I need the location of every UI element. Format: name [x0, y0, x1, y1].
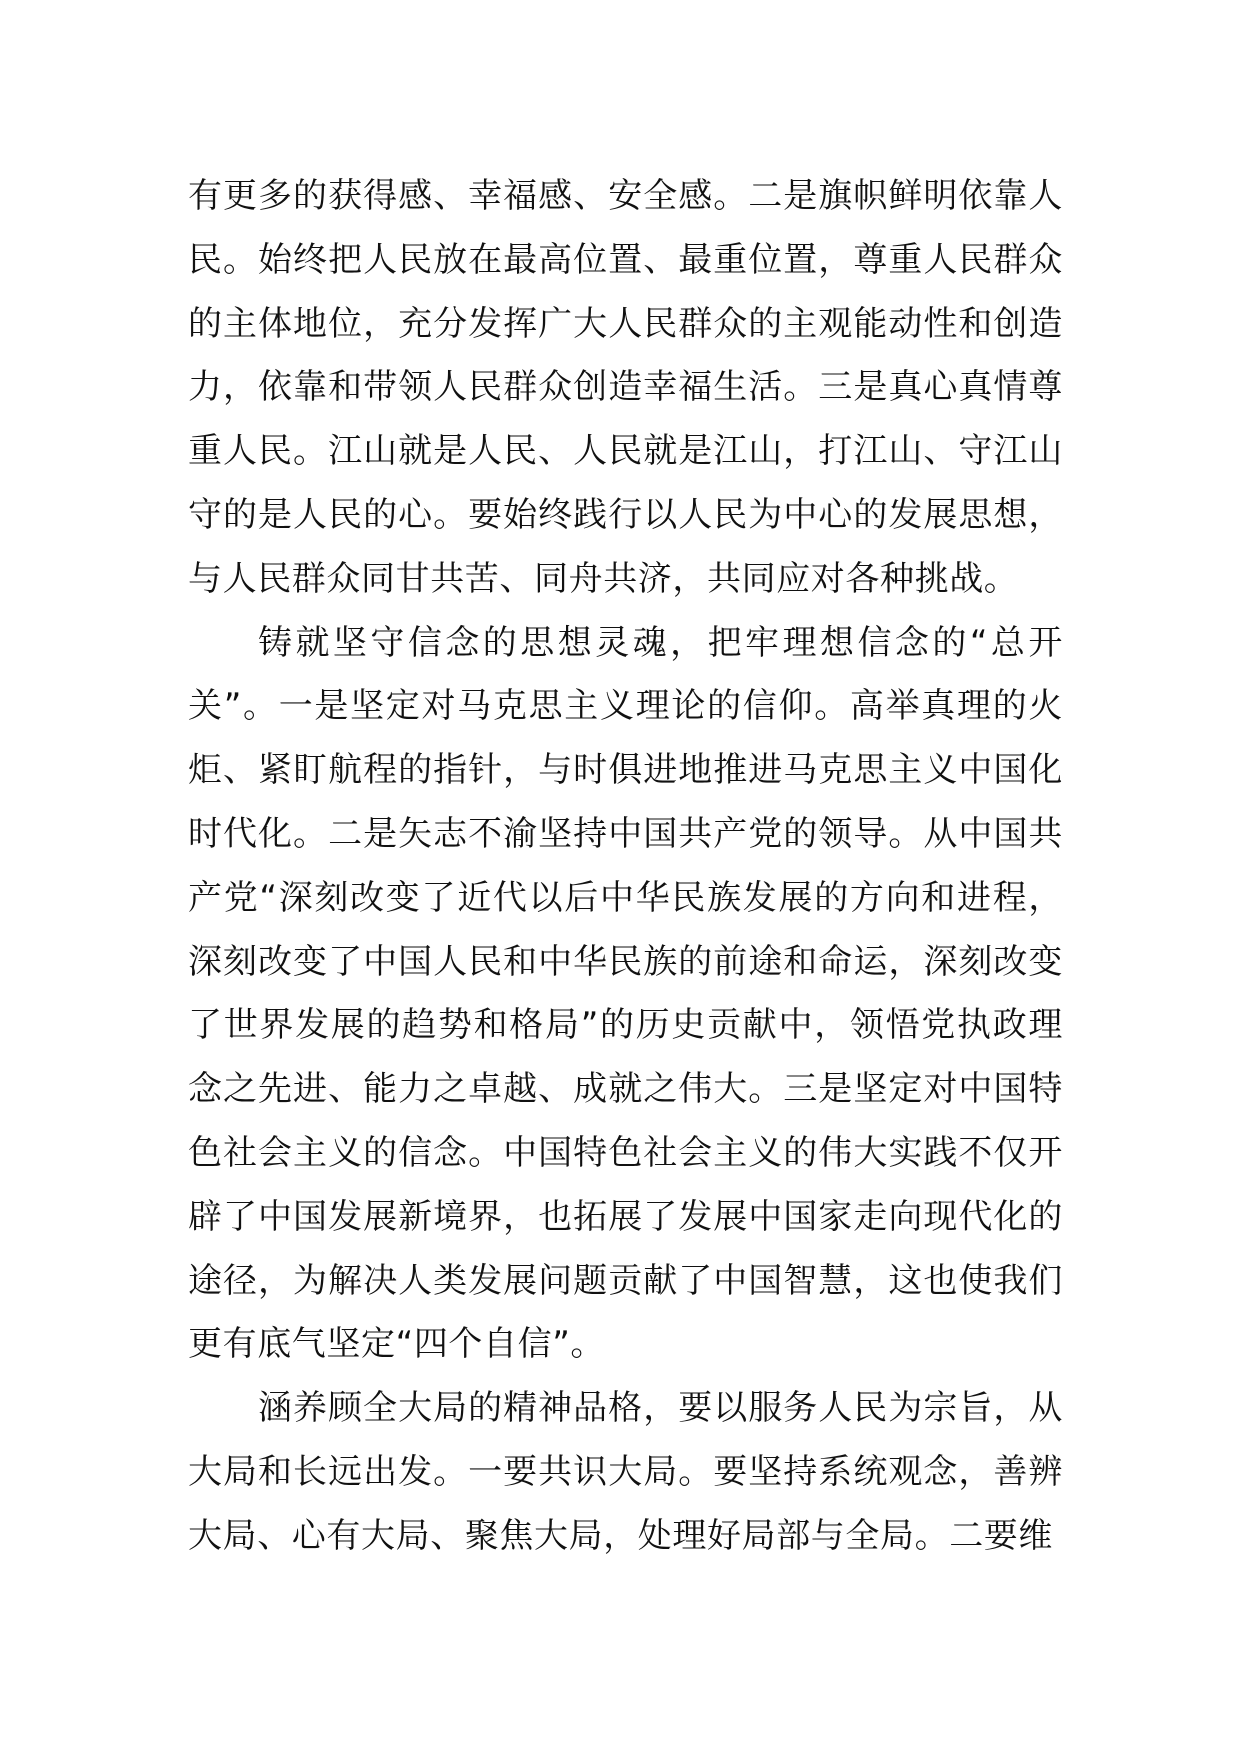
body-text: [188, 165, 1063, 1569]
paragraph-people-centered: 有更多的获得感、幸福感、安全感。二是旗帜鲜明依靠人民。始终把人民放在最高位置、最重位置，尊重人民群众的主体地位，充分发挥广大人民群众的主观能动性和创造力，依靠和带领人民群众创造幸福生活。三是真心真情尊重人民。江山就是人民、人民就是江山，打江山、守江山守的是人民的心。要始终践行以人民为中心的发展思想，与人民群众同甘共苦、同舟共济，共同应对各种挑战。: [188, 176, 1063, 599]
paragraph-overall-situation: 涵养顾全大局的精神品格，要以服务人民为宗旨，从大局和长远出发。一要共识大局。要坚持系统观念，善辨大局、心有大局、聚焦大局，处理好局部与全局。二要维: [188, 1388, 1063, 1556]
paragraph-ideals-beliefs: 铸就坚守信念的思想灵魂，把牢理想信念的“总开关”。一是坚定对马克思主义理论的信仰。高举真理的火炬、紧盯航程的指针，与时俱进地推进马克思主义中国化时代化。二是矢志不渝坚持中国共产党的领导。从中国共产党“深刻改变了近代以后中华民族发展的方向和进程，深刻改变了中国人民和中华民族的前途和命运，深刻改变了世界发展的趋势和格局”的历史贡献中，领悟党执政理念之先进、能力之卓越、成就之伟大。三是坚定对中国特色社会主义的信念。中国特色社会主义的伟大实践不仅开辟了中国发展新境界，也拓展了发展中国家走向现代化的途径，为解决人类发展问题贡献了中国智慧，这也使我们更有底气坚定“四个自信”。: [188, 622, 1063, 1365]
